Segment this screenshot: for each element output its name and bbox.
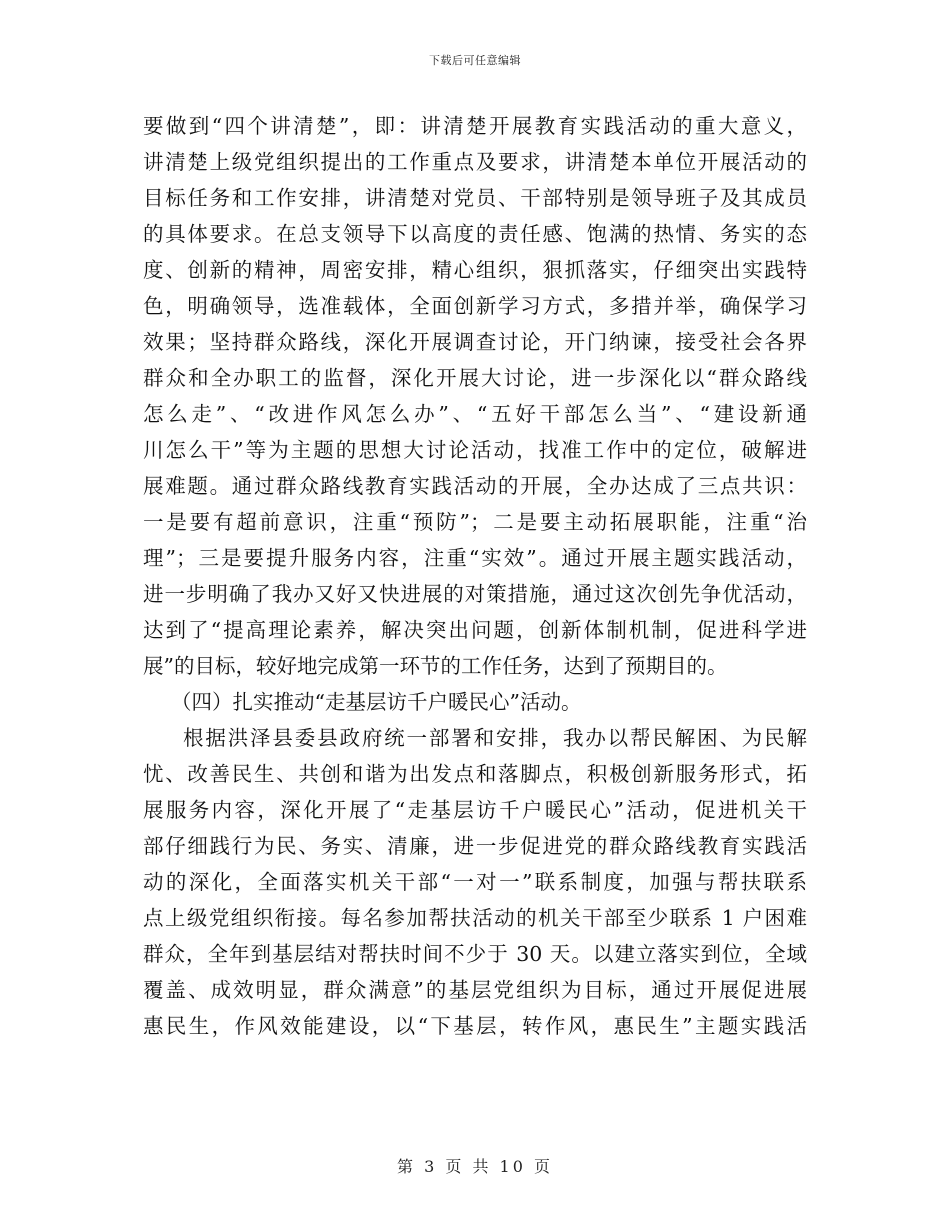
text-line: 部仔细践行为民、务实、清廉，进一步促进党的群众路线教育实践活	[143, 834, 807, 858]
text-line: 惠民生，作风效能建设，以“下基层，转作风，惠民生”主题实践活	[143, 1014, 807, 1038]
text-line: 忧、改善民生、共创和谐为出发点和落脚点，积极创新服务形式，拓	[143, 762, 807, 786]
page-header: 下载后可任意编辑	[429, 54, 521, 67]
text-line: 群众，全年到基层结对帮扶时间不少于 30 天。以建立落实到位，全域	[143, 942, 807, 966]
text-line: 点上级党组织衔接。每名参加帮扶活动的机关干部至少联系 1 户困难	[143, 906, 807, 930]
text-line: 展难题。通过群众路线教育实践活动的开展，全办达成了三点共识：	[143, 474, 807, 498]
text-line: 动的深化，全面落实机关干部“一对一”联系制度，加强与帮扶联系	[143, 870, 807, 894]
text-line: 色，明确领导，选准载体，全面创新学习方式，多措并举，确保学习	[143, 294, 807, 318]
text-line: 度、创新的精神，周密安排，精心组织，狠抓落实，仔细突出实践特	[143, 258, 807, 282]
text-line: 目标任务和工作安排，讲清楚对党员、干部特别是领导班子及其成员	[143, 186, 807, 210]
text-line: 展”的目标，较好地完成第一环节的工作任务，达到了预期目的。	[143, 654, 728, 678]
page-number: 第 3 页 共 10 页	[397, 1157, 553, 1176]
text-line: 覆盖、成效明显，群众满意”的基层党组织为目标，通过开展促进展	[143, 978, 807, 1002]
text-line: 根据洪泽县委县政府统一部署和安排，我办以帮民解困、为民解	[183, 726, 807, 750]
text-line: 进一步明确了我办又好又快进展的对策措施，通过这次创先争优活动，	[143, 582, 807, 606]
text-line: 群众和全办职工的监督，深化开展大讨论，进一步深化以“群众路线	[143, 366, 807, 390]
section-subheading: （四）扎实推动“走基层访千户暖民心”活动。	[171, 690, 582, 714]
text-line: 效果；坚持群众路线，深化开展调查讨论，开门纳谏，接受社会各界	[143, 330, 807, 354]
text-line: 达到了“提高理论素养，解决突出问题，创新体制机制，促进科学进	[143, 618, 807, 642]
text-line: 的具体要求。在总支领导下以高度的责任感、饱满的热情、务实的态	[143, 222, 807, 246]
text-line: 川怎么干”等为主题的思想大讨论活动，找准工作中的定位，破解进	[143, 438, 807, 462]
body-text	[143, 108, 807, 1044]
text-line: 展服务内容，深化开展了“走基层访千户暖民心”活动，促进机关干	[143, 798, 807, 822]
text-line: 一是要有超前意识，注重“预防”；二是要主动拓展职能，注重“治	[143, 510, 807, 534]
text-line: 讲清楚上级党组织提出的工作重点及要求，讲清楚本单位开展活动的	[143, 150, 807, 174]
text-line: 理”；三是要提升服务内容，注重“实效”。通过开展主题实践活动，	[143, 546, 807, 570]
text-line: 要做到“四个讲清楚”，即：讲清楚开展教育实践活动的重大意义，	[143, 114, 807, 138]
text-line: 怎么走”、“改进作风怎么办”、“五好干部怎么当”、“建设新通	[143, 402, 807, 426]
